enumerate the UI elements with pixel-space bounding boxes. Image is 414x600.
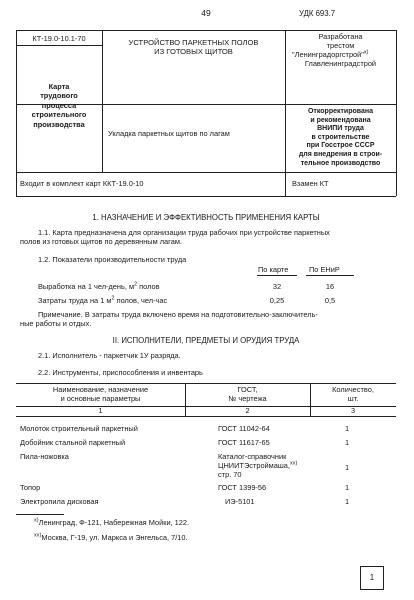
table-row-qty: 1 [345, 438, 350, 447]
section2-p1: 2.1. Исполнитель - паркетчик 1У разряда. [38, 351, 181, 360]
th-num-3: 3 [350, 406, 356, 415]
card-title-line2: ИЗ ГОТОВЫХ ЩИТОВ [154, 47, 233, 56]
section1-p1-line2: полов из готовых щитов по деревянным лагам. [20, 237, 182, 246]
th-qty-2: шт. [347, 394, 359, 403]
table-row-gost: ГОСТ 11617-65 [218, 438, 270, 447]
table-row-name: Добойник стальной паркетный [20, 438, 126, 447]
udk-code: УДК 693.7 [299, 9, 336, 18]
row-output-enir: 16 [325, 282, 335, 291]
row-labor-label: Затраты труда на 1 $м^2$ полов, чел-час [38, 295, 168, 305]
section2-p2: 2.2. Инструменты, приспособления и инвентарь [38, 368, 203, 377]
table-row-name: Пила-ножовка [20, 452, 69, 461]
developer-line2: трестом [326, 41, 355, 50]
table-row-gost-line3: стр. 70 [218, 470, 242, 479]
th-num-2: 2 [245, 406, 250, 415]
sheet-number: 1 [369, 573, 375, 582]
col-by-enir: По ЕНиР [309, 265, 340, 274]
card-code: КТ-19.0-10.1-70 [32, 34, 86, 43]
section1-heading: 1. НАЗНАЧЕНИЕ И ЭФФЕКТИВНОСТЬ ПРИМЕНЕНИЯ КАРТЫ [92, 213, 320, 222]
th-gost-2: № чертежа [228, 394, 267, 403]
table-row-gost-line2: ЦНИИТЭстроймаша,$^{хх)}$ [218, 460, 298, 470]
table-row-name: Молоток строительный паркетный [20, 424, 138, 433]
table-row-qty: 1 [345, 497, 350, 506]
col-by-card: По карте [258, 265, 289, 274]
developer-line1: Разработана [318, 32, 363, 41]
section1-p1-line1: 1.1. Карта предназначена для организации труда рабочих при устройстве паркетных [38, 228, 330, 237]
card-title-line1: УСТРОЙСТВО ПАРКЕТНЫХ ПОЛОВ [128, 38, 259, 47]
table-row-name: Электропила дисковая [20, 497, 99, 506]
section1-p2: 1.2. Показатели производительности труда [38, 255, 187, 264]
row-labor-enir: 0,5 [324, 296, 336, 305]
table-row-qty: 1 [345, 483, 350, 492]
table-row-gost: ГОСТ 1399-56 [218, 483, 267, 492]
th-name-1: Наименование, назначение [52, 385, 149, 394]
approved-block: Откорректирована и рекомендована ВНИПИ труда в строительстве при Госстрое СССР для внедрения в строи- тельное производство [298, 108, 383, 167]
developer-line4: Главленинградстрой [304, 59, 377, 68]
row-output-card: 32 [272, 282, 282, 291]
th-qty-1: Количество, [332, 385, 374, 394]
developer-line3: "Ленинградоргстрой"$^{х)}$ [292, 49, 369, 59]
th-name-2: и основные параметры [60, 394, 141, 403]
table-row-name: Топор [20, 483, 41, 492]
table-row-gost-line1: Каталог-справочник [218, 452, 287, 461]
card-label: Карта трудового процесса строительного производства [31, 82, 87, 129]
row-output-label: Выработка на 1 чел-день, $м^2$ полов [38, 281, 160, 291]
section2-heading: II. ИСПОЛНИТЕЛИ, ПРЕДМЕТЫ И ОРУДИЯ ТРУДА [112, 336, 300, 345]
th-num-1: 1 [98, 406, 103, 415]
table-row-qty: 1 [345, 424, 350, 433]
table-row-qty: 1 [345, 463, 350, 472]
replaces: Взамен КТ [292, 179, 329, 188]
included-in-set: Входит в комплект карт ККТ-19.0-10 [20, 179, 144, 188]
th-gost-1: ГОСТ, [237, 385, 258, 394]
row-labor-card: 0,25 [269, 296, 285, 305]
page-number: 49 [201, 8, 211, 18]
footnote-2: $^{хх)}$Москва, Г-19, ул. Маркса и Энгельса, 7/10. [34, 532, 188, 542]
footnote-1: $^{х)}$Ленинград, Ф-121, Набережная Мойки, 122. [34, 517, 190, 527]
table-row-gost: ИЭ-5101 [225, 497, 255, 506]
operation-name: Укладка паркетных щитов по лагам [108, 129, 230, 138]
table-row-gost: ГОСТ 11042-64 [218, 424, 270, 433]
note-line2: ные работы и отдых. [20, 319, 92, 328]
note-line1: Примечание. В затраты труда включено время на подготовительно-заключитель- [38, 310, 318, 319]
